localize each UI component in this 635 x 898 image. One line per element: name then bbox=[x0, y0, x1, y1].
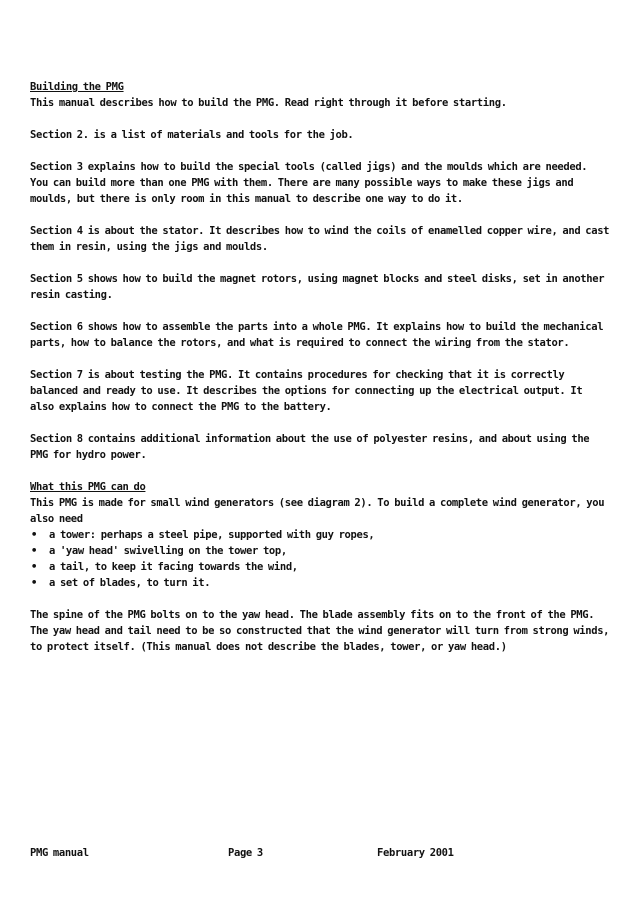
page-content bbox=[30, 79, 610, 655]
building-heading: Building the PMG bbox=[30, 81, 124, 93]
section-4-paragraph: Section 4 is about the stator. It describes how to wind the coils of enamelled copper wire, and cast them in resin, using the jigs and moulds. bbox=[30, 225, 610, 253]
section-5-paragraph: Section 5 shows how to build the magnet rotors, using magnet blocks and steel disks, set in another resin casting. bbox=[30, 273, 605, 301]
section-7-paragraph: Section 7 is about testing the PMG. It contains procedures for checking that it is correctly balanced and ready to use. It describes the options for connecting up the electrical output. It also explains how to connect the PMG to the battery. bbox=[30, 369, 583, 413]
list-item: • a set of blades, to turn it. bbox=[30, 575, 610, 591]
page-footer bbox=[30, 845, 610, 861]
footer-page-number: Page 3 bbox=[228, 847, 263, 859]
footer-title: PMG manual bbox=[30, 847, 89, 859]
list-item: • a tower: perhaps a steel pipe, supported with guy ropes, bbox=[30, 527, 610, 543]
needs-list bbox=[30, 527, 610, 591]
intro-paragraph: This manual describes how to build the PMG. Read right through it before starting. bbox=[30, 97, 507, 109]
can-do-intro: This PMG is made for small wind generators (see diagram 2). To build a complete wind generator, you also need bbox=[30, 497, 605, 525]
list-item: • a 'yaw head' swivelling on the tower top, bbox=[30, 543, 610, 559]
section-3-paragraph: Section 3 explains how to build the special tools (called jigs) and the moulds which are needed. You can build more than one PMG with them. There are many possible ways to make these jigs and moulds, but there is only room in this manual to describe one way to do it. bbox=[30, 161, 588, 205]
section-2-paragraph: Section 2. is a list of materials and tools for the job. bbox=[30, 129, 354, 141]
list-item: • a tail, to keep it facing towards the wind, bbox=[30, 559, 610, 575]
closing-paragraph: The spine of the PMG bolts on to the yaw head. The blade assembly fits on to the front of the PMG. The yaw head and tail need to be so constructed that the wind generator will turn from strong winds, to protect itself. (This manual does not describe the blades, tower, or yaw head.) bbox=[30, 609, 610, 653]
section-6-paragraph: Section 6 shows how to assemble the parts into a whole PMG. It explains how to build the mechanical parts, how to balance the rotors, and what is required to connect the wiring from the stator. bbox=[30, 321, 604, 349]
can-do-heading: What this PMG can do bbox=[30, 481, 146, 493]
section-8-paragraph: Section 8 contains additional information about the use of polyester resins, and about using the PMG for hydro power. bbox=[30, 433, 590, 461]
footer-date: February 2001 bbox=[377, 847, 454, 859]
